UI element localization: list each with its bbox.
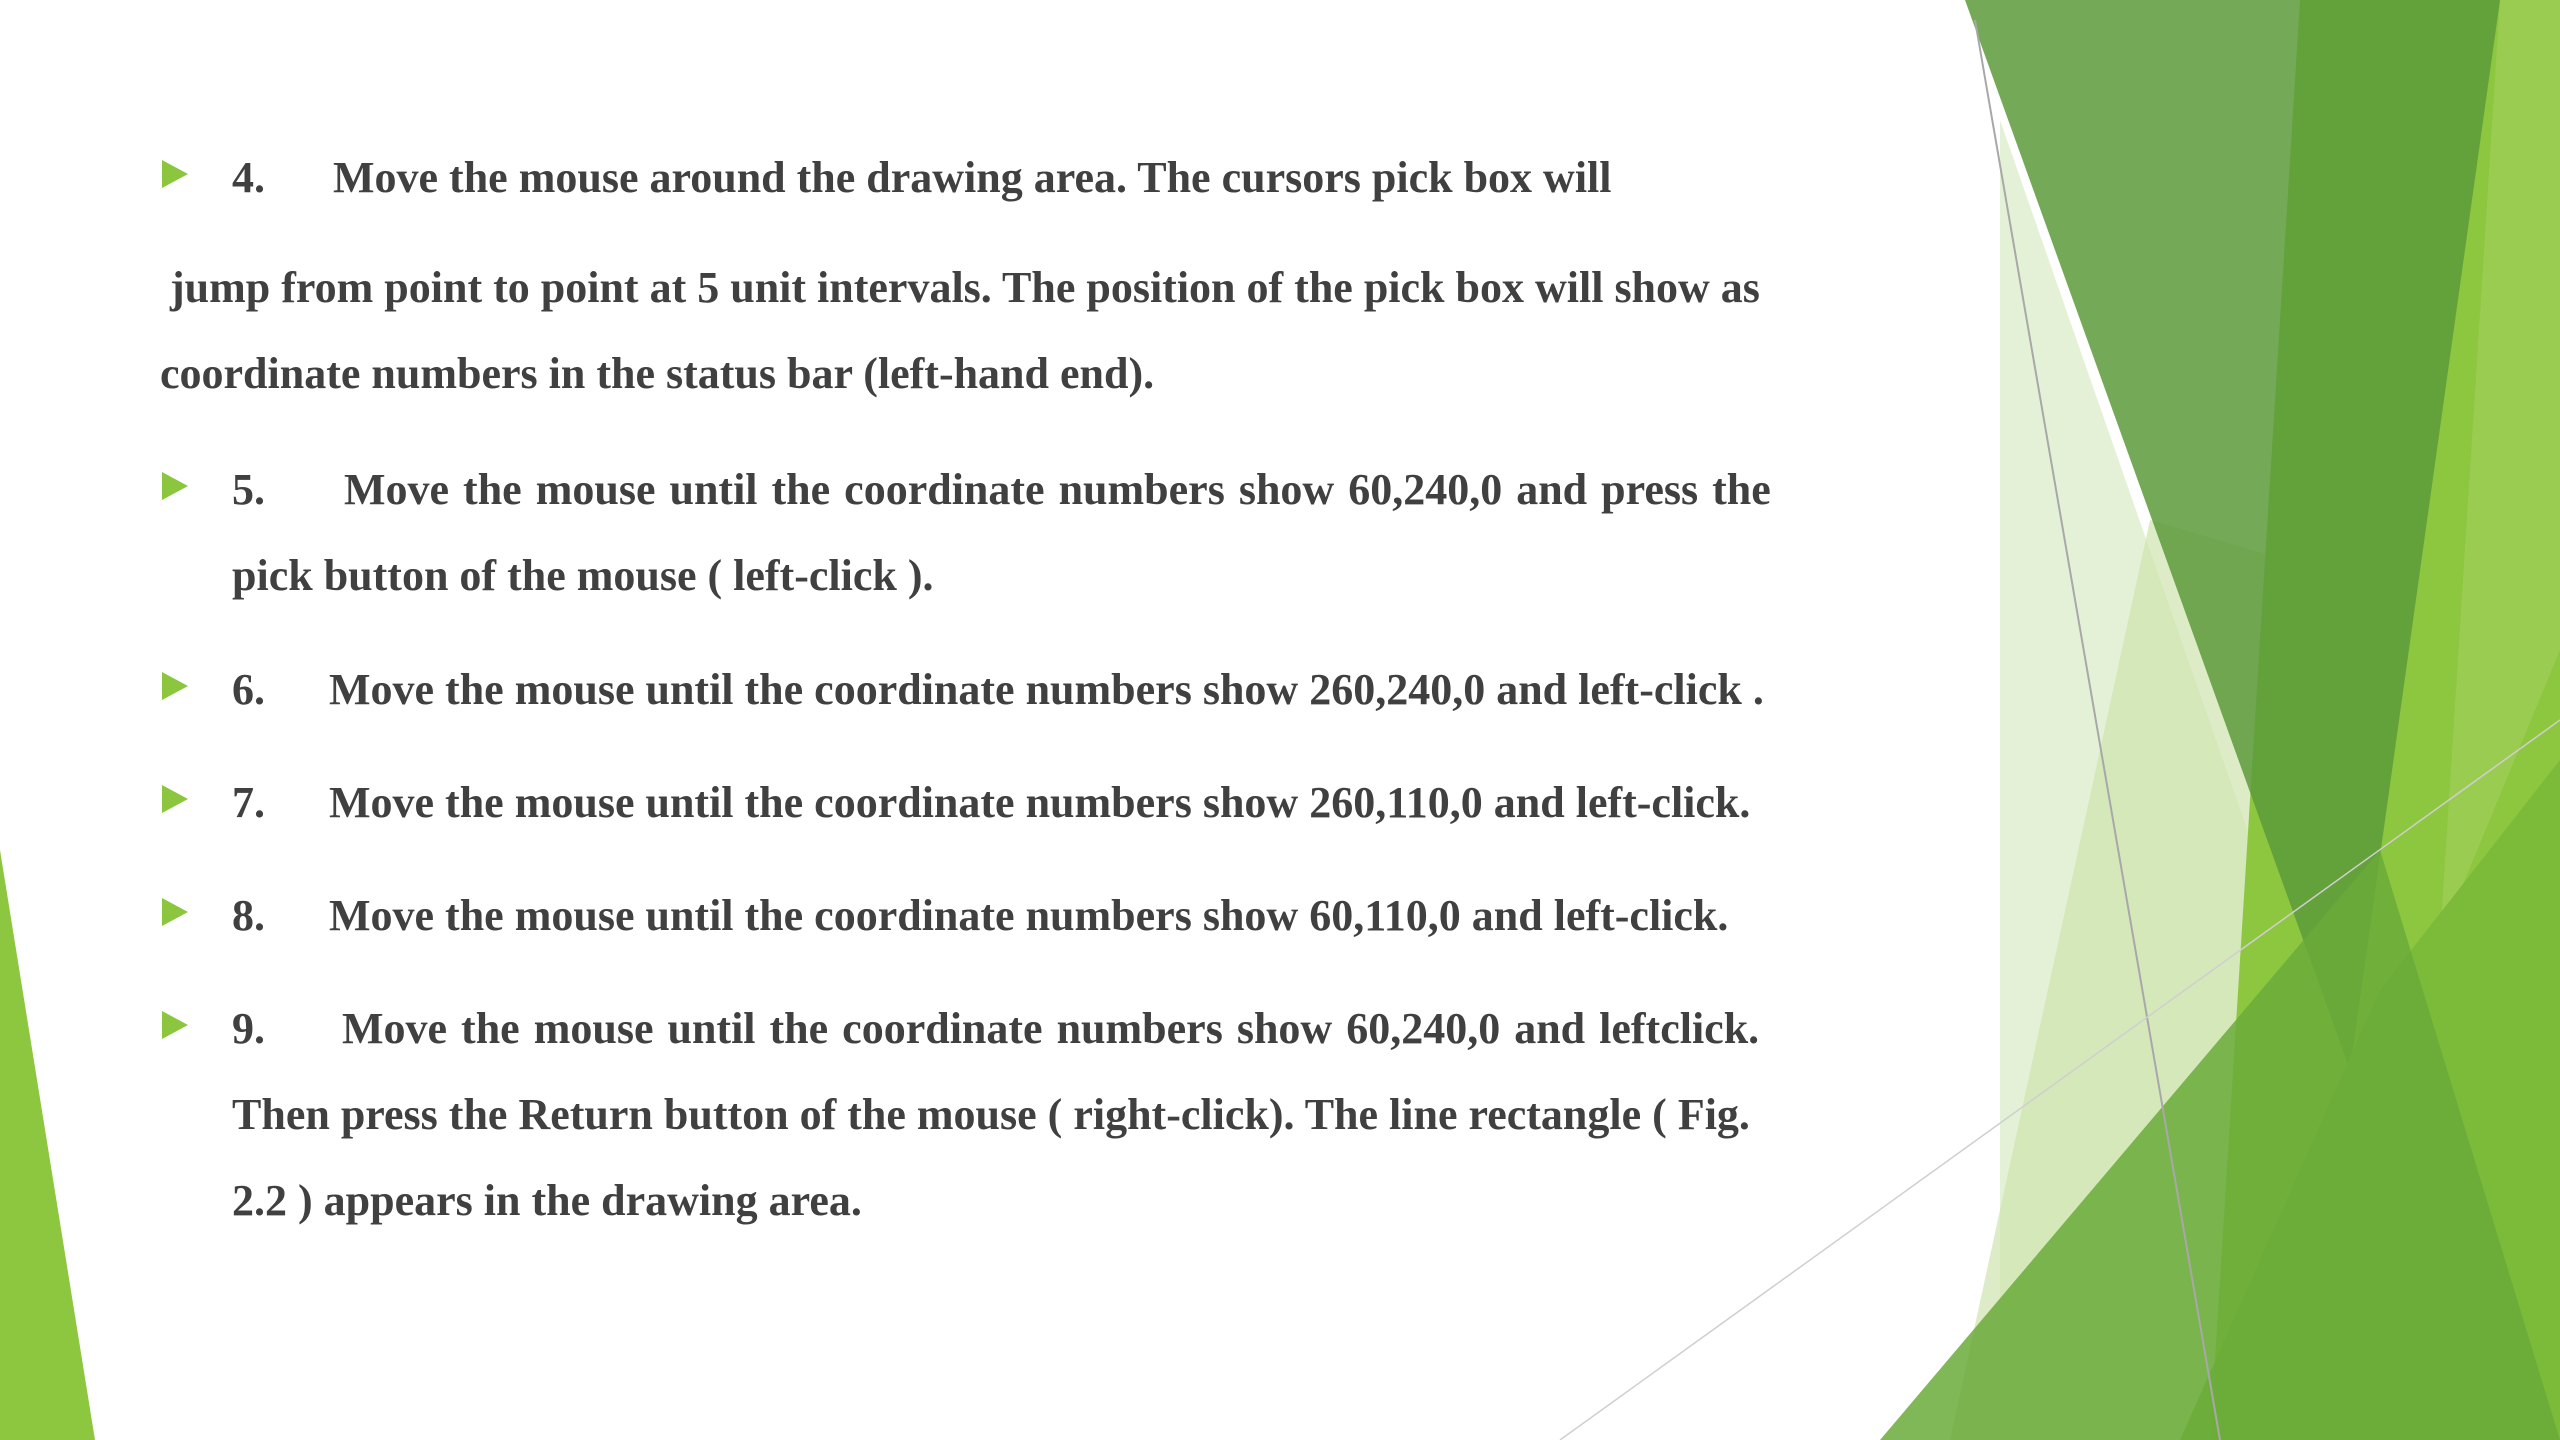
item-text-line: 2.2 ) appears in the drawing area.: [232, 1176, 862, 1225]
item-number: 9.: [232, 1004, 265, 1053]
item-text-line: Move the mouse around the drawing area. The cursors pick box will: [333, 153, 1612, 202]
item-text-line: pick button of the mouse ( left-click ).: [232, 551, 934, 600]
item-text-line: Move the mouse until the coordinate numbers show 260,240,0 and left-click .: [329, 665, 1764, 714]
item-text-line: Move the mouse until the coordinate numbers show 60,110,0 and left-click.: [329, 891, 1729, 940]
item-number: 8.: [232, 891, 265, 940]
item-number: 6.: [232, 665, 265, 714]
item-text-line: Move the mouse until the coordinate numbers show 60,240,0 and leftclick.: [342, 1004, 1760, 1053]
item-number: 4.: [232, 153, 265, 202]
item-number: 7.: [232, 778, 265, 827]
item-text-line: Then press the Return button of the mouse ( right-click). The line rectangle ( Fig.: [232, 1090, 1750, 1139]
item-text-line: Move the mouse until the coordinate numbers show 60,240,0 and press the: [344, 465, 1771, 514]
bullet-arrow-icon: [162, 1011, 188, 1039]
item-text-line: jump from point to point at 5 unit intervals. The position of the pick box will show as: [170, 263, 1760, 312]
item-text-line: coordinate numbers in the status bar (left-hand end).: [160, 349, 1155, 398]
left-accent-shape: [0, 850, 95, 1440]
item-text-line: Move the mouse until the coordinate numbers show 260,110,0 and left-click.: [329, 778, 1751, 827]
bullet-arrow-icon: [162, 672, 188, 700]
bullet-arrow-icon: [162, 472, 188, 500]
bullet-arrow-icon: [162, 160, 188, 188]
bullet-arrow-icon: [162, 785, 188, 813]
item-number: 5.: [232, 465, 265, 514]
bullet-arrow-icon: [162, 898, 188, 926]
